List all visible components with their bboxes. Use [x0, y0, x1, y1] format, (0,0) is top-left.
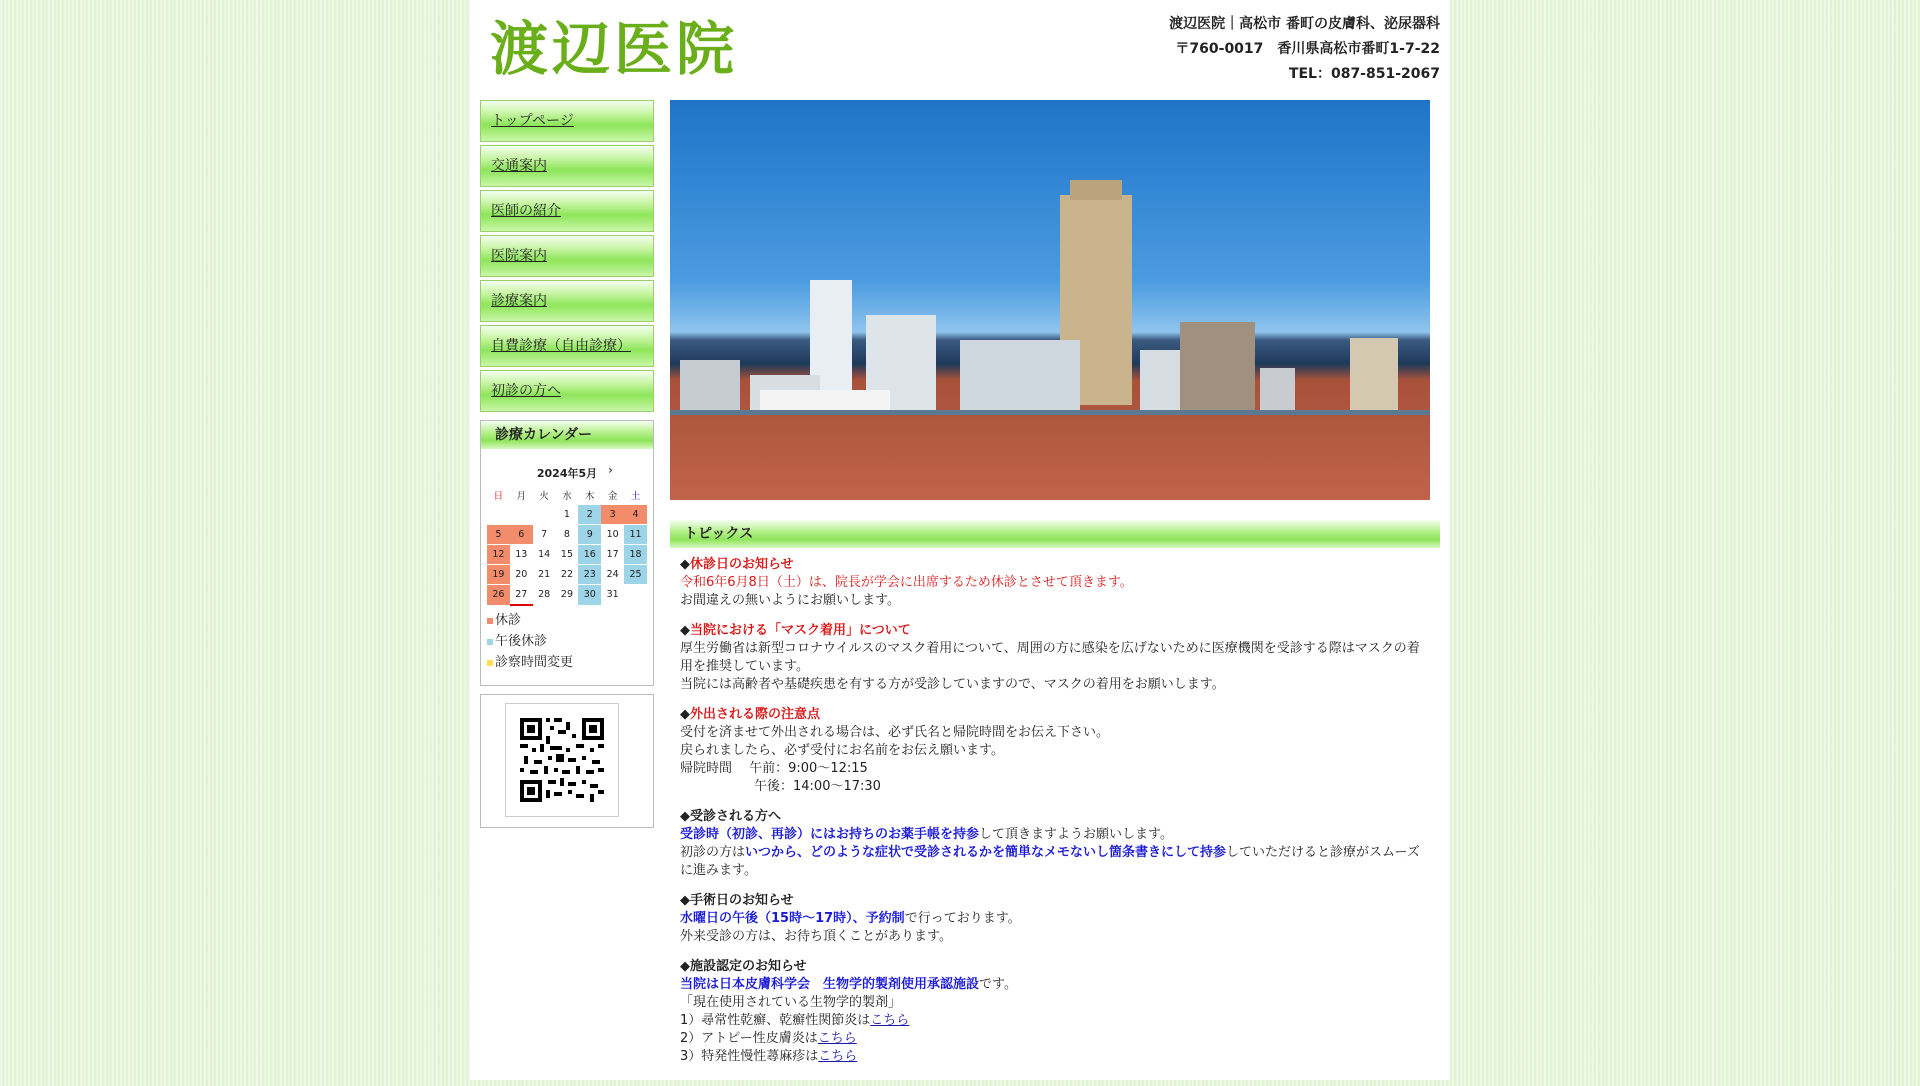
calendar-day: 31: [601, 585, 624, 606]
header-tel: TEL：087-851-2067: [1288, 66, 1440, 82]
calendar-day: 28: [533, 585, 556, 606]
calendar-day: 11: [624, 525, 647, 545]
calendar-day: 12: [487, 545, 510, 565]
header-tagline: 渡辺医院｜高松市 番町の皮膚科、泌尿器科: [1169, 16, 1440, 32]
calendar-day: 25: [624, 565, 647, 585]
calendar-month: 2024年5月: [536, 467, 598, 480]
qr-box: [480, 694, 654, 828]
calendar-day: 26: [487, 585, 510, 606]
topics-heading: トピックス: [670, 520, 1440, 548]
calendar-day: 18: [624, 545, 647, 565]
calendar-heading: 診療カレンダー: [481, 421, 653, 449]
calendar-table: [487, 485, 647, 606]
menu-item-medical[interactable]: 診療案内: [480, 280, 654, 322]
calendar-day: 3: [601, 505, 624, 525]
link-psoriasis[interactable]: こちら: [870, 1013, 910, 1028]
calendar-legend: [487, 606, 647, 679]
calendar-day: 21: [533, 565, 556, 585]
calendar-day: 8: [556, 525, 579, 545]
calendar-day: 4: [624, 505, 647, 525]
topics-section: [670, 520, 1440, 1086]
weekday-header: 月: [510, 485, 533, 505]
topic-surgery: ◆手術日のお知らせ 水曜日の午後（15時～17時）、予約制で行っております。 外来受診の方は、お待ち頂くことがあります。: [680, 893, 1021, 944]
calendar-day: 16: [578, 545, 601, 565]
calendar-box: [480, 420, 654, 686]
site-logo[interactable]: 渡辺医院: [490, 15, 739, 83]
calendar-day: 15: [556, 545, 579, 565]
calendar-day: 2: [578, 505, 601, 525]
calendar-day: 19: [487, 565, 510, 585]
calendar-day: 29: [556, 585, 579, 606]
calendar-day: 22: [556, 565, 579, 585]
menu-item-selfpay[interactable]: 自費診療（自由診療）: [480, 325, 654, 367]
menu-item-access[interactable]: 交通案内: [480, 145, 654, 187]
topic-certification: ◆施設認定のお知らせ 当院は日本皮膚科学会 生物学的製剤使用承認施設です。 「現在使用されている生物学的製剤」 1）尋常性乾癬、乾癬性関節炎はこちら 2）アトピー性皮膚炎はこちら 3）特発性慢性蕁麻疹はこちら: [680, 959, 1017, 1064]
link-urticaria[interactable]: こちら: [818, 1049, 858, 1064]
calendar-day: 1: [556, 505, 579, 525]
calendar-day: 14: [533, 545, 556, 565]
link-atopic[interactable]: こちら: [817, 1031, 857, 1046]
calendar-day: [510, 505, 533, 525]
calendar-day: [624, 585, 647, 606]
calendar-title: [487, 465, 647, 481]
weekday-header: 金: [601, 485, 624, 505]
legend-pm-closed: 午後休診: [487, 631, 647, 652]
topic-patients: ◆受診される方へ 受診時（初診、再診）にはお持ちのお薬手帳を持参して頂きますようお願いします。 初診の方はいつから、どのような症状で受診されるかを簡単なメモないし箇条書きにして持参していただけると診療がスムーズに進みます。: [680, 809, 1420, 878]
calendar-day: 30: [578, 585, 601, 606]
calendar: [481, 449, 653, 685]
topics-body: [670, 548, 1440, 1086]
header-info: [1169, 14, 1440, 89]
calendar-day: [533, 505, 556, 525]
menu-item-first-visit[interactable]: 初診の方へ: [480, 370, 654, 412]
topic-going-out: ◆外出される際の注意点 受付を済ませて外出される場合は、必ず氏名と帰院時間をお伝え下さい。 戻られましたら、必ず受付にお名前をお伝え願います。 帰院時間 午前：9:00～12:15 午後：14:00～17:30: [680, 707, 1110, 794]
legend-closed: 休診: [487, 610, 647, 631]
calendar-day: 9: [578, 525, 601, 545]
calendar-day: 24: [601, 565, 624, 585]
sidebar: [480, 100, 654, 828]
menu-item-doctor[interactable]: 医師の紹介: [480, 190, 654, 232]
legend-hours-changed: 診察時間変更: [487, 652, 647, 673]
calendar-day: 17: [601, 545, 624, 565]
weekday-header: 日: [487, 485, 510, 505]
calendar-day: 20: [510, 565, 533, 585]
hero-image: [670, 100, 1430, 500]
menu-item-top[interactable]: トップページ: [480, 100, 654, 142]
calendar-day: 7: [533, 525, 556, 545]
qr-code-icon: [505, 703, 619, 817]
calendar-day: 5: [487, 525, 510, 545]
weekday-header: 土: [624, 485, 647, 505]
next-month-button[interactable]: ›: [608, 463, 613, 477]
topic-holiday: ◆休診日のお知らせ 令和6年6月8日（土）は、院長が学会に出席するため休診とさせて頂きます。 お間違えの無いようにお願いします。: [680, 557, 1133, 608]
topic-mask: ◆当院における「マスク着用」について 厚生労働省は新型コロナウイルスのマスク着用について、周囲の方に感染を広げないために医療機関を受診する際はマスクの着用を推奨しています。 当院には高齢者や基礎疾患を有する方が受診していますので、マスクの着用をお願いします。: [680, 623, 1420, 692]
calendar-day: 6: [510, 525, 533, 545]
weekday-header: 水: [556, 485, 579, 505]
calendar-day: 13: [510, 545, 533, 565]
menu-item-clinic[interactable]: 医院案内: [480, 235, 654, 277]
calendar-day: [487, 505, 510, 525]
calendar-day-today: 27: [510, 585, 533, 606]
header-address: 〒760-0017 香川県高松市番町1-7-22: [1175, 41, 1440, 57]
calendar-day: 10: [601, 525, 624, 545]
page: [470, 0, 1450, 1080]
weekday-header: 火: [533, 485, 556, 505]
calendar-day: 23: [578, 565, 601, 585]
weekday-header: 木: [578, 485, 601, 505]
